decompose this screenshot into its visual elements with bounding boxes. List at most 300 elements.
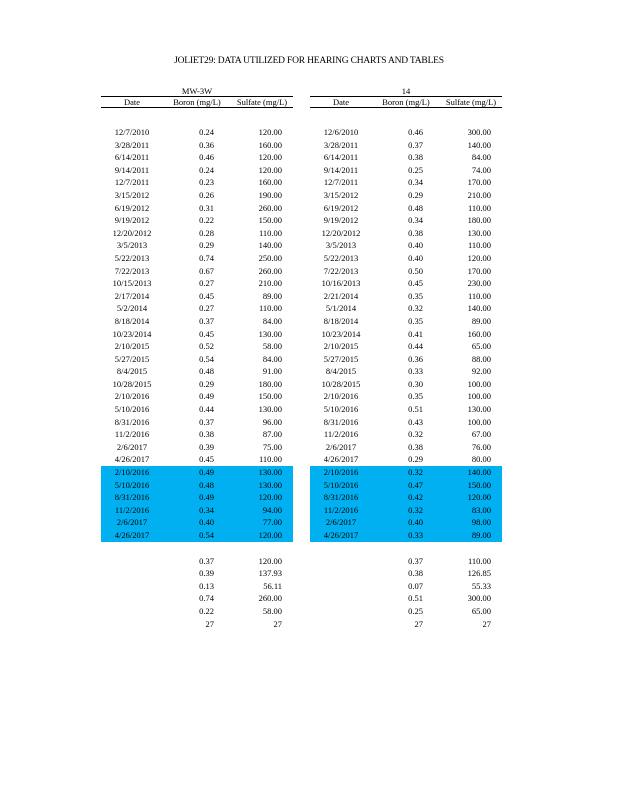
stat-blank [101,618,163,631]
sulfate-cell [231,428,293,441]
boron-cell-value: 0.45 [199,328,214,339]
highlighted-rows [310,466,502,542]
sulfate-cell-value: 120.00 [467,492,491,503]
sulfate-cell-value: 65.00 [471,341,491,352]
date-cell: 6/14/2011 [114,152,150,163]
sulfate-cell [231,189,293,202]
boron-cell-value: 0.32 [408,504,423,515]
stat-blank [310,580,372,593]
boron-cell-value: 0.45 [199,290,214,301]
boron-cell [372,302,440,315]
stat-row [101,592,293,605]
boron-stat [163,580,231,593]
stat-blank [310,618,372,631]
date-cell: 2/6/2017 [325,441,357,452]
stat-row [101,605,293,618]
sulfate-cell-value: 83.00 [471,504,491,515]
table-row [101,403,293,416]
sulfate-stat-value: 260.00 [258,593,282,604]
date-cell: 3/5/2013 [116,240,148,251]
sulfate-cell [440,290,502,303]
highlighted-row [310,504,502,517]
sulfate-cell-value: 210.00 [258,278,282,289]
highlighted-row [310,479,502,492]
sulfate-cell [231,441,293,454]
stat-row [101,555,293,568]
boron-cell-value: 0.33 [408,530,423,540]
date-cell: 6/19/2012 [323,202,359,213]
sulfate-cell [440,479,502,492]
sulfate-cell-value: 120.00 [258,127,282,137]
date-cell: 4/26/2017 [114,454,150,465]
date-cell: 12/6/2010 [323,127,359,137]
highlighted-row [101,504,293,517]
sulfate-cell-value: 84.00 [471,152,491,163]
table-row [101,302,293,315]
date-cell: 7/22/2013 [114,265,150,276]
boron-cell [163,302,231,315]
sulfate-cell [440,466,502,479]
sulfate-cell-value: 89.00 [262,290,282,301]
highlighted-row [101,491,293,504]
stat-row [101,567,293,580]
sulfate-cell [231,252,293,265]
boron-cell [372,378,440,391]
sulfate-stat-value: 56.11 [263,580,282,591]
boron-stat [372,580,440,593]
table-row [310,214,502,227]
highlighted-row [310,466,502,479]
sulfate-cell-value: 120.00 [258,164,282,175]
date-cell: 10/28/2015 [321,378,361,389]
boron-cell-value: 0.32 [408,467,423,478]
table-row [310,239,502,252]
boron-stat [163,567,231,580]
date-cell: 3/15/2012 [323,189,359,200]
sulfate-cell [440,315,502,328]
sulfate-cell-value: 89.00 [471,315,491,326]
stat-row [310,592,502,605]
table-row [310,340,502,353]
date-cell: 2/10/2016 [114,391,150,402]
boron-cell-value: 0.38 [408,441,423,452]
boron-cell-value: 0.51 [408,404,423,415]
date-cell: 9/14/2011 [323,164,359,175]
sulfate-stat [440,567,502,580]
boron-cell [372,126,440,139]
boron-cell [163,453,231,466]
date-cell: 5/1/2014 [325,303,357,314]
date-cell: 12/20/2012 [321,227,361,238]
sulfate-cell [231,403,293,416]
date-cell: 9/19/2012 [114,215,150,226]
sulfate-cell [440,126,502,139]
boron-stat-value: 27 [414,618,423,629]
table-row [101,365,293,378]
sulfate-stat-value: 126.85 [467,568,491,579]
boron-cell [163,353,231,366]
sulfate-cell [231,390,293,403]
well-label: MW-3W [181,86,213,96]
sulfate-cell-value: 110.00 [467,240,491,251]
table-row [310,151,502,164]
sulfate-cell [231,227,293,240]
table-row [101,139,293,152]
boron-cell [163,328,231,341]
boron-stat [163,618,231,631]
sulfate-cell-value: 130.00 [258,328,282,339]
sulfate-cell-value: 130.00 [258,479,282,490]
sulfate-stat [231,605,293,618]
sulfate-cell-value: 100.00 [467,378,491,389]
boron-cell-value: 0.36 [408,353,423,364]
sulfate-cell-value: 210.00 [467,189,491,200]
date-cell: 2/10/2015 [323,341,359,352]
stat-blank [101,567,163,580]
boron-stat-value: 0.07 [408,580,423,591]
boron-cell [372,529,440,542]
table-row [310,189,502,202]
stat-blank [310,605,372,618]
date-cell: 5/27/2015 [323,353,359,364]
table-row [101,277,293,290]
boron-cell-value: 0.48 [408,202,423,213]
stat-blank [101,592,163,605]
sulfate-cell-value: 130.00 [258,404,282,415]
sulfate-cell-value: 84.00 [262,315,282,326]
date-cell: 4/26/2017 [323,454,359,465]
sulfate-cell-value: 110.00 [258,227,282,238]
boron-cell [372,328,440,341]
summary-stats [310,555,502,631]
sulfate-cell [231,365,293,378]
boron-cell [163,126,231,139]
boron-cell [372,504,440,517]
boron-cell-value: 0.40 [199,517,214,528]
table-row [101,227,293,240]
date-cell: 10/23/2014 [112,328,152,339]
sulfate-cell [231,328,293,341]
date-cell: 2/10/2016 [114,467,150,478]
date-cell: 8/18/2014 [323,315,359,326]
boron-cell-value: 0.46 [408,127,423,137]
boron-cell [372,479,440,492]
sulfate-cell-value: 120.00 [258,492,282,503]
sulfate-cell-value: 100.00 [467,391,491,402]
sulfate-cell [440,302,502,315]
date-cell: 4/26/2017 [114,530,150,540]
sulfate-cell [440,453,502,466]
sulfate-cell-value: 140.00 [258,240,282,251]
table-row [310,328,502,341]
sulfate-cell [231,340,293,353]
sulfate-stat [440,580,502,593]
date-cell: 5/10/2016 [114,479,150,490]
sulfate-cell [440,340,502,353]
table-row [310,164,502,177]
boron-cell [163,214,231,227]
table-row [310,265,502,278]
summary-stats [101,555,293,631]
sulfate-stat [231,580,293,593]
sulfate-cell-value: 76.00 [471,441,491,452]
boron-cell-value: 0.74 [199,252,214,263]
sulfate-cell [440,189,502,202]
sulfate-cell-value: 110.00 [467,202,491,213]
boron-cell-value: 0.34 [408,215,423,226]
stat-blank [101,580,163,593]
boron-cell [163,164,231,177]
boron-cell-value: 0.32 [408,303,423,314]
table-row [101,202,293,215]
sulfate-stat-value: 120.00 [258,555,282,566]
table-row [310,453,502,466]
table-row [101,340,293,353]
boron-stat-value: 0.25 [408,605,423,616]
header-date: Date [123,97,141,107]
boron-cell-value: 0.24 [199,127,214,137]
boron-cell [163,365,231,378]
sulfate-cell [440,202,502,215]
boron-cell [163,491,231,504]
boron-cell-value: 0.30 [408,378,423,389]
boron-cell [372,453,440,466]
stat-row [310,580,502,593]
boron-cell-value: 0.35 [408,315,423,326]
sulfate-cell-value: 180.00 [467,215,491,226]
boron-cell [372,353,440,366]
boron-stat [372,618,440,631]
boron-cell [372,202,440,215]
table-row [101,441,293,454]
sulfate-cell-value: 94.00 [262,504,282,515]
date-cell: 8/31/2016 [114,416,150,427]
boron-cell [163,265,231,278]
highlighted-row [101,479,293,492]
sulfate-cell [231,315,293,328]
boron-cell-value: 0.31 [199,202,214,213]
header-boron: Boron (mg/L) [382,97,430,107]
sulfate-cell-value: 77.00 [262,517,282,528]
sulfate-cell [440,516,502,529]
boron-cell-value: 0.27 [199,278,214,289]
sulfate-cell-value: 120.00 [258,530,282,540]
sulfate-stat-value: 58.00 [262,605,282,616]
boron-cell-value: 0.38 [408,152,423,163]
sulfate-stat [231,592,293,605]
table-row [310,403,502,416]
sulfate-cell [440,365,502,378]
highlighted-row [310,491,502,504]
sulfate-cell-value: 130.00 [258,467,282,478]
table-row [310,378,502,391]
boron-stat [163,592,231,605]
boron-cell [372,390,440,403]
table-row [310,441,502,454]
header-sulfate: Sulfate (mg/L) [236,97,288,107]
boron-cell [163,139,231,152]
boron-cell [372,139,440,152]
table-row [101,252,293,265]
sulfate-stat-value: 27 [482,618,491,629]
highlighted-row [101,529,293,542]
boron-cell [372,466,440,479]
sulfate-cell [231,139,293,152]
boron-cell [372,516,440,529]
boron-cell [163,315,231,328]
boron-cell-value: 0.37 [408,139,423,150]
boron-cell [163,189,231,202]
header-boron: Boron (mg/L) [173,97,221,107]
sulfate-cell [440,239,502,252]
stat-row [101,580,293,593]
sulfate-cell [231,504,293,517]
boron-cell [163,227,231,240]
sulfate-cell-value: 88.00 [471,353,491,364]
sulfate-cell-value: 120.00 [258,152,282,163]
sulfate-cell [231,516,293,529]
sulfate-cell [231,164,293,177]
boron-cell [372,340,440,353]
sulfate-cell [440,265,502,278]
data-rows [101,126,293,466]
boron-cell [372,176,440,189]
date-cell: 9/14/2011 [114,164,150,175]
sulfate-cell [231,491,293,504]
sulfate-cell-value: 230.00 [467,278,491,289]
sulfate-cell [440,403,502,416]
boron-stat [163,555,231,568]
date-cell: 11/2/2016 [323,504,359,515]
boron-cell-value: 0.49 [199,467,214,478]
sulfate-stat-value: 110.00 [467,555,491,566]
header-sulfate: Sulfate (mg/L) [445,97,497,107]
sulfate-cell [440,164,502,177]
boron-stat-value: 0.51 [408,593,423,604]
table-row [310,302,502,315]
sulfate-cell [440,277,502,290]
boron-cell [372,315,440,328]
date-cell: 3/28/2011 [114,139,150,150]
date-cell: 5/27/2015 [114,353,150,364]
table-row [101,453,293,466]
sulfate-stat-value: 65.00 [471,605,491,616]
sulfate-cell-value: 100.00 [467,416,491,427]
boron-stat [372,555,440,568]
boron-stat [372,592,440,605]
date-cell: 9/19/2012 [323,215,359,226]
date-cell: 2/6/2017 [116,441,148,452]
boron-cell [372,277,440,290]
sulfate-stat [440,592,502,605]
date-cell: 12/7/2011 [114,177,150,188]
sulfate-cell [231,202,293,215]
table-row [101,290,293,303]
boron-cell [163,504,231,517]
sulfate-cell [231,302,293,315]
boron-cell [372,491,440,504]
boron-cell-value: 0.29 [199,240,214,251]
table-row [310,416,502,429]
sulfate-cell [440,139,502,152]
sulfate-cell-value: 150.00 [258,391,282,402]
boron-cell [163,390,231,403]
sulfate-cell-value: 250.00 [258,252,282,263]
table-row [310,390,502,403]
boron-cell-value: 0.29 [408,189,423,200]
sulfate-cell-value: 110.00 [258,454,282,465]
sulfate-cell-value: 80.00 [471,454,491,465]
boron-cell [163,516,231,529]
sulfate-cell [231,453,293,466]
stat-row [310,567,502,580]
boron-cell [372,252,440,265]
sulfate-cell [231,466,293,479]
boron-cell-value: 0.67 [199,265,214,276]
boron-cell-value: 0.29 [408,454,423,465]
sulfate-cell-value: 75.00 [262,441,282,452]
boron-cell-value: 0.38 [199,429,214,440]
sulfate-cell-value: 92.00 [471,366,491,377]
sulfate-stat [440,618,502,631]
boron-cell [163,151,231,164]
sulfate-cell-value: 260.00 [258,202,282,213]
table-left [101,86,293,630]
sulfate-cell-value: 180.00 [258,378,282,389]
date-cell: 2/10/2016 [323,467,359,478]
boron-cell-value: 0.44 [199,404,214,415]
table-row [101,189,293,202]
highlighted-row [101,516,293,529]
boron-cell-value: 0.22 [199,215,214,226]
sulfate-cell-value: 110.00 [467,290,491,301]
date-cell: 10/15/2013 [112,278,152,289]
table-row [101,315,293,328]
stat-blank [310,592,372,605]
table-row [310,277,502,290]
boron-cell [372,403,440,416]
sulfate-cell [440,353,502,366]
sulfate-cell [231,126,293,139]
boron-cell-value: 0.52 [199,341,214,352]
boron-cell-value: 0.32 [408,429,423,440]
boron-cell-value: 0.50 [408,265,423,276]
boron-cell-value: 0.26 [199,189,214,200]
sulfate-cell-value: 260.00 [258,265,282,276]
boron-cell-value: 0.54 [199,530,214,540]
sulfate-cell-value: 89.00 [471,530,491,540]
date-cell: 5/10/2016 [323,404,359,415]
boron-cell-value: 0.49 [199,492,214,503]
sulfate-cell-value: 130.00 [467,404,491,415]
boron-cell [372,265,440,278]
date-cell: 3/28/2011 [323,139,359,150]
boron-stat-value: 0.13 [199,580,214,591]
boron-cell [372,189,440,202]
table-row [101,265,293,278]
stat-blank [310,555,372,568]
boron-cell-value: 0.36 [199,139,214,150]
date-cell: 2/21/2014 [323,290,359,301]
table-row [310,290,502,303]
boron-cell [163,290,231,303]
sulfate-cell-value: 190.00 [258,189,282,200]
date-cell: 4/26/2017 [323,530,359,540]
sulfate-cell-value: 140.00 [467,467,491,478]
date-cell: 2/10/2016 [323,391,359,402]
date-cell: 8/4/2015 [116,366,148,377]
boron-cell [163,529,231,542]
